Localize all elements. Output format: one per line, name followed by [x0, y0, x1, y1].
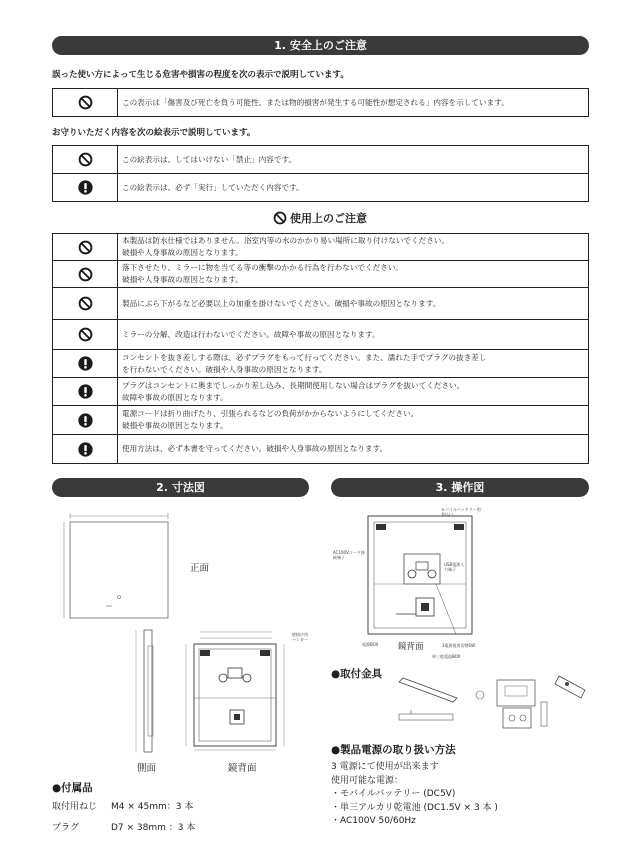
exclamation-icon [78, 356, 93, 371]
accessories-title: ●付属品 [52, 782, 93, 794]
caution-row [53, 435, 589, 464]
caution-line: 破損や人身事故の原因となります。 [122, 248, 243, 257]
power-line: ・モバイルバッテリー (DC5V) [331, 789, 456, 799]
ac-note-line: AC100Vコード接 [333, 550, 365, 555]
operation-drawing [366, 514, 476, 644]
accessory-name: プラグ [52, 823, 80, 833]
legend-text: この表示は「傷害及び死亡を負う可能性、または物的損害が発生する可能性が想定される」内容を示しています。 [118, 89, 589, 117]
side-view-drawing [134, 628, 164, 758]
aa-box-note: 単三乾電池BOX [432, 654, 461, 659]
accessories-list [52, 797, 195, 839]
section3-header: 3. 操作図 [331, 478, 589, 497]
caution-line: 電源コードは折り曲げたり、引張られるなどの負荷がかからないようにしてください。 [122, 409, 419, 418]
power-title: ●製品電源の取り扱い方法 [331, 744, 456, 756]
symbol-row [53, 146, 589, 174]
prohibit-icon [78, 95, 93, 110]
exclamation-icon [78, 384, 93, 399]
caution-row [53, 261, 589, 288]
caution-line: 製品にぶら下がるなど必要以上の加重を掛けないでください。破損や事故の原因となります。 [122, 298, 441, 308]
caution-line: 故障や事故の原因となります。 [122, 392, 228, 402]
caution-row [53, 234, 589, 261]
battery-note-line: 差込口 [441, 512, 453, 517]
caution-row [53, 320, 589, 350]
switch-note: 3電源使用切替SW [442, 643, 476, 648]
caution-line: 落下させたり、ミラーに物を当てる等の衝撃のかかる行為を行わないでください。 [122, 263, 403, 272]
battery-note-line: モバイルバッテリー用 [441, 507, 481, 512]
prohibit-icon [78, 240, 93, 255]
op-back-label: 鏡背面 [398, 642, 424, 652]
symbol-text: この絵表示は、してはいけない「禁止」内容です。 [118, 146, 589, 174]
caution-row [53, 288, 589, 320]
power-box-label: 電源BOX [362, 642, 379, 647]
accessory-spec: M4 × 45mm：3 本 [111, 802, 194, 812]
power-line: 使用可能な電源： [331, 775, 404, 786]
accessory-name: 取付用ねじ [52, 802, 98, 812]
caution-row [53, 350, 589, 378]
legend-table [52, 88, 589, 117]
usb-note-line: USB電源入 [444, 562, 465, 567]
side-view-label: 側面 [137, 763, 157, 774]
prohibit-icon [78, 296, 93, 311]
prohibit-icon [78, 267, 93, 282]
power-line: ・単三アルカリ乾電池 (DC1.5V × 3 本 ) [331, 802, 498, 813]
back-view-drawing [180, 628, 300, 754]
cautions-title [0, 210, 640, 226]
symbol-text: この絵表示は、必ず「実行」していただく内容です。 [118, 174, 589, 202]
caution-line: プラグはコンセントに奥までしっかり差し込み、長期間使用しない場合はプラグを抜いてください。 [122, 380, 465, 390]
caution-row [53, 378, 589, 406]
section1-header: 1. 安全上のご注意 [52, 36, 589, 55]
front-view-label: 正面 [190, 563, 210, 574]
accessory-item [52, 818, 195, 839]
exclamation-icon [78, 442, 93, 457]
accessory-item [52, 797, 195, 818]
prohibit-icon [78, 152, 93, 167]
cautions-table [52, 233, 589, 464]
accessory-spec: D7 × 38mm ：3 本 [111, 823, 196, 833]
caution-line: を行わないでください。破損や人身事故の原因となります。 [122, 364, 327, 374]
usb-note [444, 562, 464, 572]
caution-line: 破損や事故の原因となります。 [122, 421, 228, 430]
section2-header: 2. 寸法図 [52, 478, 309, 497]
caution-line: コンセントを抜き差しする際は、必ずプラグをもって行ってください。また、濡れた手でプラグの抜き差し [122, 352, 487, 362]
ac-note [333, 550, 365, 560]
cautions-title-text: 使用上のご注意 [290, 212, 367, 225]
hanger-note-line: 壁掛け用 [292, 632, 308, 637]
caution-row [53, 406, 589, 435]
mount-title: ●取付金具 [331, 668, 383, 680]
caution-line: 本製品は防水仕様ではありません。浴室内等の水のかかり易い場所に取り付けないでください。 [122, 236, 449, 245]
intro-text-1: 誤った使い方によって生じる危害や損害の程度を次の表示で説明しています。 [52, 70, 349, 80]
front-view-drawing [60, 508, 180, 618]
hanger-note-line: ハンガー [292, 637, 308, 642]
hanger-note [292, 632, 308, 642]
power-line: 3 電源にて使用が出来ます [331, 762, 439, 772]
legend-row [53, 89, 589, 117]
power-lines [331, 761, 498, 829]
back-view-label: 鏡背面 [228, 763, 257, 774]
caution-line: 破損や人身事故の原因となります。 [122, 275, 243, 284]
caution-line: 使用方法は、必ず本書を守ってください。破損や人身事故の原因となります。 [122, 444, 388, 453]
symbol-table [52, 145, 589, 202]
exclamation-icon [78, 180, 93, 195]
usb-note-line: 力端子 [444, 567, 456, 572]
intro-text-2: お守りいただく内容を次の絵表示で説明しています。 [52, 128, 256, 138]
prohibit-icon [273, 211, 287, 225]
caution-line: ミラーの分解、改造は行わないでください。故障や事故の原因となります。 [122, 329, 380, 339]
exclamation-icon [78, 413, 93, 428]
symbol-row [53, 174, 589, 202]
battery-note [441, 507, 481, 517]
power-line: ・AC100V 50/60Hz [331, 816, 416, 826]
ac-note-line: 続端子 [333, 555, 345, 560]
prohibit-icon [78, 327, 93, 342]
mount-bracket-drawing [395, 668, 595, 738]
